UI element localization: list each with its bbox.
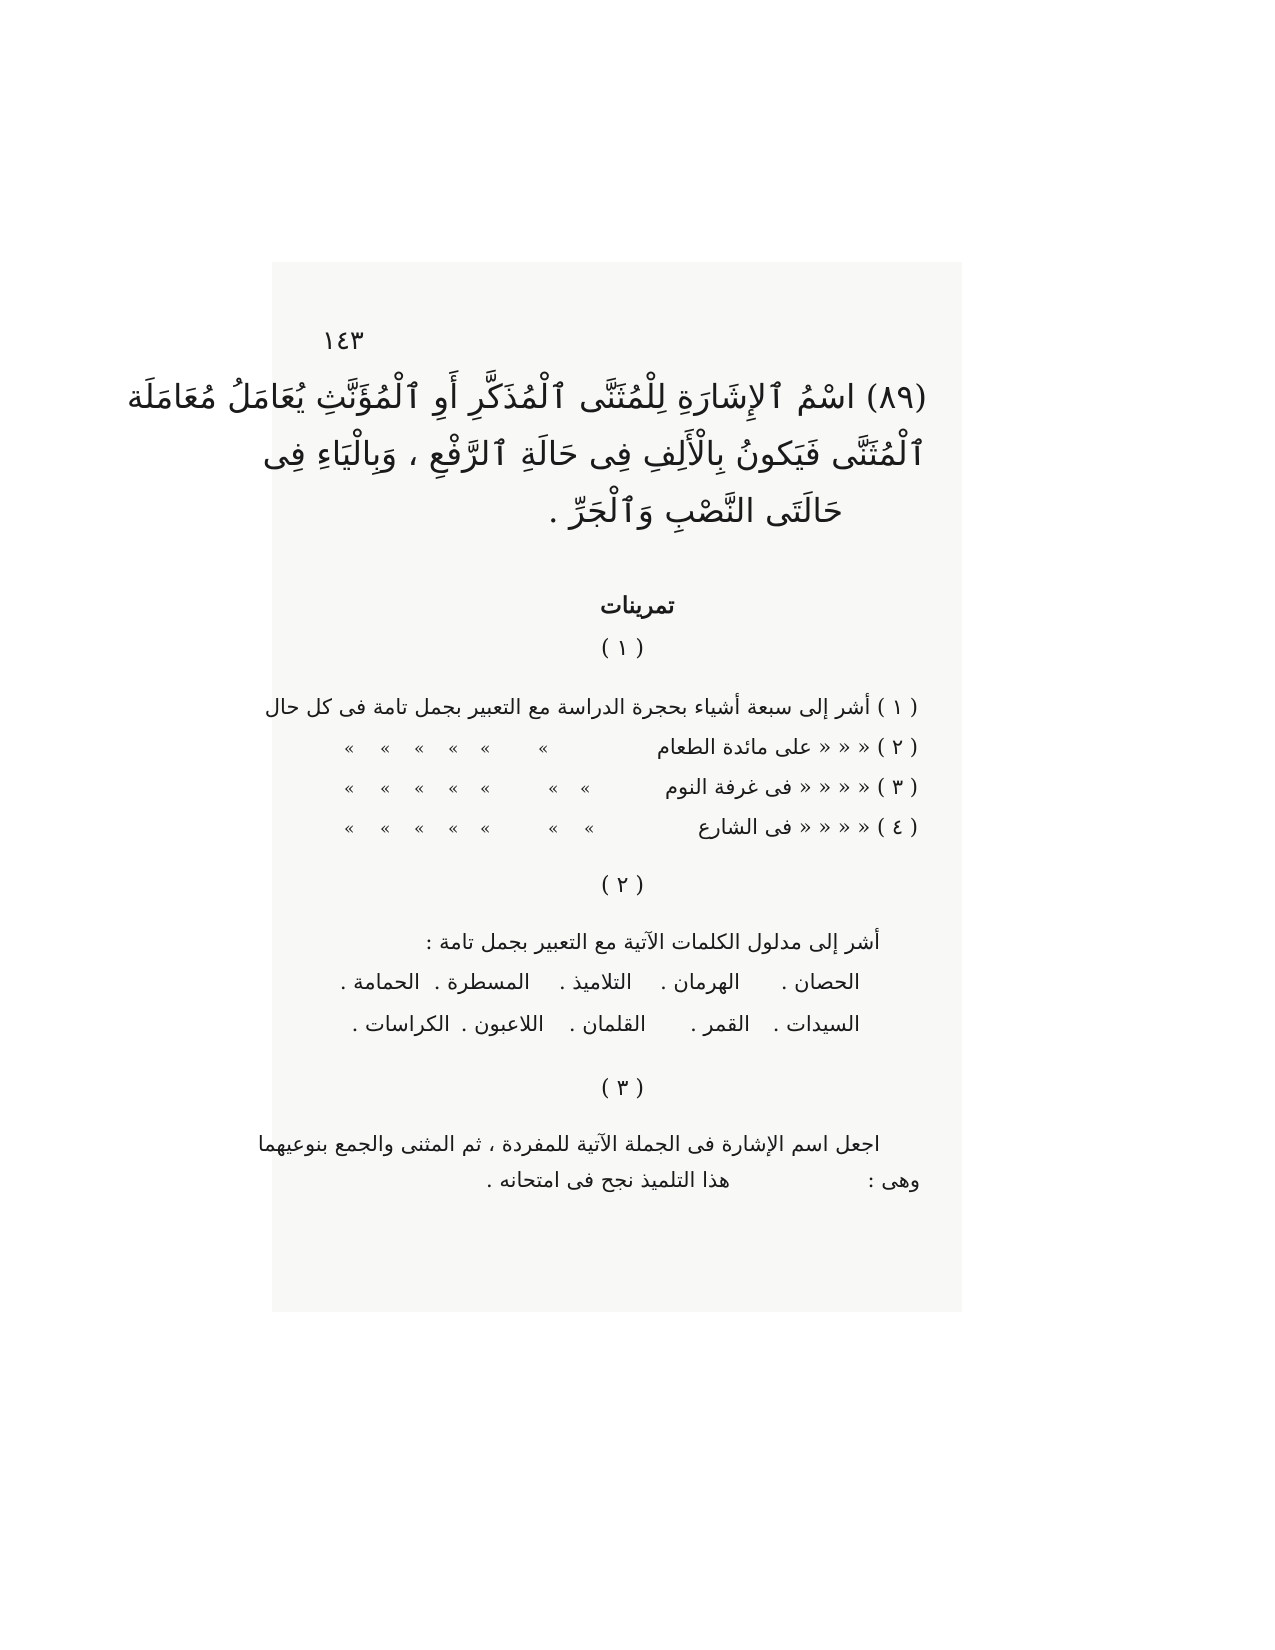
exercise-2-instruction: أشر إلى مدلول الكلمات الآتية مع التعبير بجمل تامة : (425, 930, 880, 954)
exercise-1-number: ( ١ ) (601, 636, 644, 661)
ditto-mark: » (538, 739, 549, 759)
exercise-1-item (330, 810, 918, 850)
word-item: التلاميذ . (558, 970, 632, 994)
rule-line-1: (٨٩) اسْمُ ٱلإِشَارَةِ لِلْمُثَنَّى ٱلْمُذَكَّرِ أَوِ ٱلْمُؤَنَّثِ يُعَامَلُ مُعَامَلَة (126, 377, 927, 416)
exercise-2-number: ( ٢ ) (601, 873, 644, 898)
exercise-3-lead: وهى : (867, 1168, 920, 1192)
exercise-1-item (330, 770, 918, 810)
exercise-2 (340, 922, 880, 1046)
ditto-mark: » (380, 779, 391, 799)
word-item: الكراسات . (351, 1012, 450, 1036)
ditto-mark: » (344, 739, 355, 759)
word-item: المسطرة . (433, 970, 530, 994)
ditto-mark: » (548, 779, 559, 799)
exercise-3-sentence: هذا التلميذ نجح فى امتحانه . (486, 1168, 730, 1192)
exercises-heading: تمرينات (600, 592, 675, 619)
word-item: القمر . (690, 1012, 750, 1036)
ditto-mark: » (580, 779, 591, 799)
ditto-mark: » (414, 739, 425, 759)
exercise-1-item (330, 730, 918, 770)
ditto-mark: » (480, 739, 491, 759)
word-item: الهرمان . (660, 970, 740, 994)
word-item: القلمان . (568, 1012, 646, 1036)
exercise-1 (264, 690, 918, 850)
word-item: اللاعبون . (460, 1012, 544, 1036)
exercise-2-words-row-2 (340, 1004, 880, 1046)
ditto-mark: » (380, 819, 391, 839)
exercise-1-item-text: ( ٣ ) « « « « فى غرفة النوم (665, 775, 918, 799)
exercise-1-item-text: ( ٤ ) « « « « فى الشارع (697, 815, 918, 839)
ditto-mark: » (344, 779, 355, 799)
exercise-3-instruction: اجعل اسم الإشارة فى الجملة الآتية للمفردة ، ثم المثنى والجمع بنوعيهما (257, 1132, 880, 1156)
ditto-mark: » (414, 779, 425, 799)
ditto-mark: » (480, 819, 491, 839)
page-number: ١٤٣ (322, 326, 364, 356)
exercise-3-sentence-line (330, 1162, 920, 1202)
ditto-mark: » (448, 819, 459, 839)
exercise-1-item (264, 690, 918, 730)
ditto-mark: » (380, 739, 391, 759)
exercise-2-words-row-1 (340, 962, 880, 1004)
ditto-mark: » (448, 739, 459, 759)
exercise-1-item-text: ( ٢ ) « « « على مائدة الطعام (656, 735, 918, 759)
ditto-mark: » (344, 819, 355, 839)
word-item: الحمامة . (339, 970, 420, 994)
ditto-mark: » (448, 779, 459, 799)
ditto-mark: » (414, 819, 425, 839)
word-item: الحصان . (780, 970, 860, 994)
ditto-mark: » (548, 819, 559, 839)
exercise-3 (257, 1126, 920, 1202)
rule-line-3: حَالَتَى النَّصْبِ وَٱلْجَرِّ . (548, 491, 843, 530)
exercise-1-item-text: ( ١ ) أشر إلى سبعة أشياء بحجرة الدراسة مع التعبير بجمل تامة فى كل حال (264, 695, 918, 719)
exercise-3-number: ( ٣ ) (601, 1076, 644, 1101)
rule-line-2: ٱلْمُثَنَّى فَيَكونُ بِالْأَلِفِ فِى حَالَةِ ٱلرَّفْعِ ، وَبِالْيَاءِ فِى (262, 434, 927, 473)
word-item: السيدات . (772, 1012, 860, 1036)
ditto-mark: » (584, 819, 595, 839)
grammar-rule (126, 368, 927, 539)
ditto-mark: » (480, 779, 491, 799)
